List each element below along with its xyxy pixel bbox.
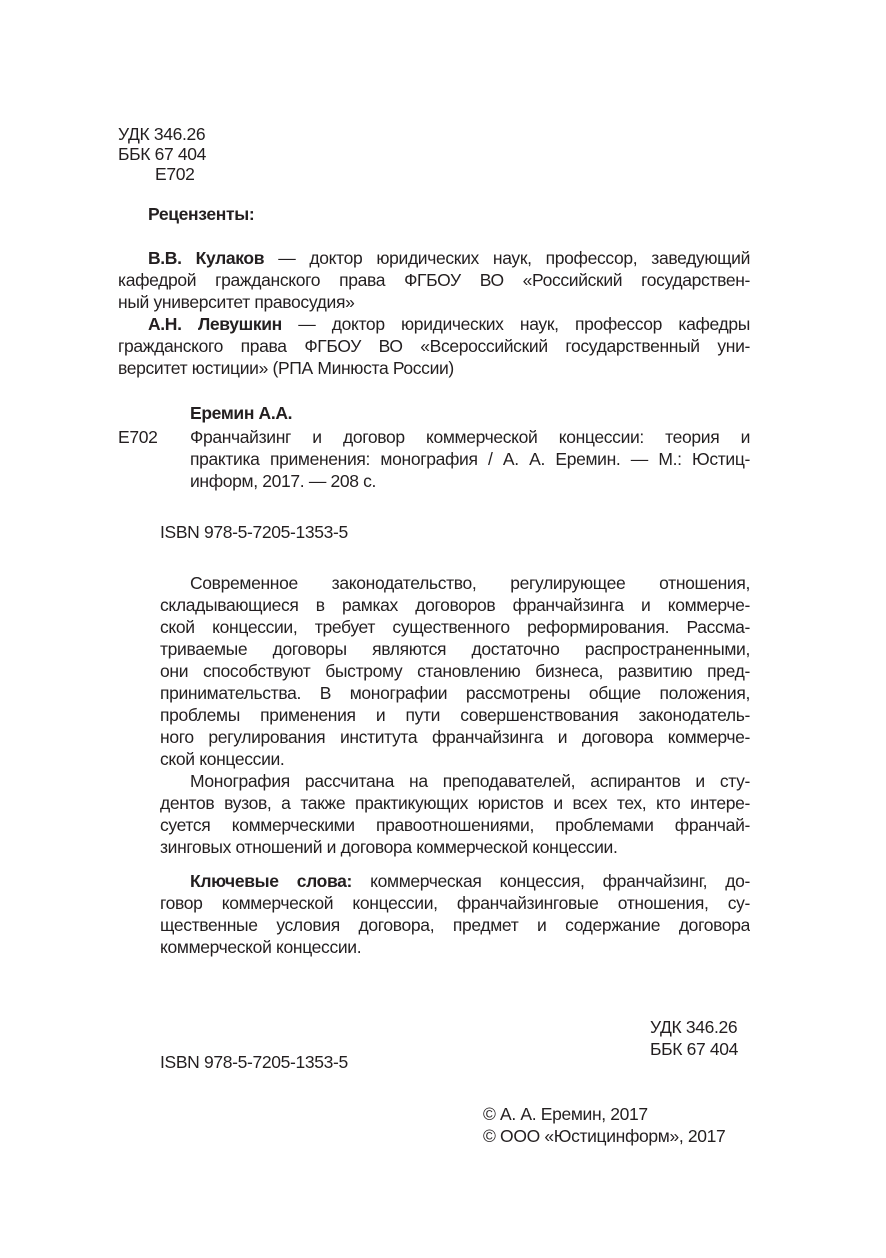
text-line: Современное законодательство, регулирующее отношения, (190, 573, 750, 593)
text-line: кафедрой гражданского права ФГБОУ ВО «Российский государствен- (118, 270, 750, 290)
text-line: дентов вузов, а также практикующих юристов и всех тех, кто интере- (160, 793, 750, 813)
copyright-author: © А. А. Еремин, 2017 (483, 1104, 648, 1124)
bib-author: Еремин А.А. (190, 403, 293, 423)
text-line: говор коммерческой концессии, франчайзинговые отношения, су- (160, 893, 750, 913)
keywords-line (190, 871, 750, 892)
text-line: информ, 2017. — 208 с. (190, 471, 377, 491)
text-line: — доктор юридических наук, профессор, заведующий (264, 248, 750, 268)
bib-mark: Е702 (118, 427, 158, 447)
bottom-udk: УДК 346.26 (650, 1017, 738, 1037)
text-line: триваемые договоры являются достаточно распространенными, (160, 639, 750, 659)
text-line: складывающиеся в рамках договоров франчайзинга и коммерче- (160, 595, 750, 615)
text-line: верситет юстиции» (РПА Минюста России) (118, 358, 454, 378)
text-line: коммерческой концессии. (160, 937, 362, 957)
text-line: принимательства. В монографии рассмотрены общие положения, (160, 683, 750, 703)
reviewer-2 (148, 314, 750, 335)
text-line: ного регулирования института франчайзинга и договора коммерче- (160, 727, 750, 747)
reviewer-name: В.В. Кулаков (148, 248, 265, 268)
text-line: Монография рассчитана на преподавателей, аспирантов и сту- (190, 771, 750, 791)
text-line: они способствуют быстрому становлению бизнеса, развитию пред- (160, 661, 750, 681)
text-line: гражданского права ФГБОУ ВО «Всероссийский государственный уни- (118, 336, 750, 356)
reviewer-name: А.Н. Левушкин (148, 314, 282, 334)
text-line: — доктор юридических наук, профессор кафедры (281, 314, 750, 334)
text-line: зинговых отношений и договора коммерческой концессии. (160, 837, 618, 857)
text-line: суется коммерческими правоотношениями, проблемами франчай- (160, 815, 750, 835)
text-line: ской концессии, требует существенного реформирования. Рассма- (160, 617, 750, 637)
text-line: ный университет правосудия» (118, 292, 355, 312)
text-line: коммерческая концессия, франчайзинг, до- (352, 871, 750, 891)
bottom-isbn: ISBN 978-5-7205-1353-5 (160, 1052, 348, 1072)
copyright-publisher: © ООО «Юстицинформ», 2017 (483, 1126, 726, 1146)
udk-code: УДК 346.26 (118, 124, 206, 144)
text-line: Франчайзинг и договор коммерческой концессии: теория и (190, 427, 750, 447)
text-line: ской концессии. (160, 749, 285, 769)
text-line: щественные условия договора, предмет и содержание договора (160, 915, 750, 935)
reviewers-heading: Рецензенты: (148, 204, 255, 224)
reviewer-1 (148, 248, 750, 269)
keywords-label: Ключевые слова: (190, 871, 353, 891)
text-line: практика применения: монография / А. А. Еремин. — М.: Юстиц- (190, 449, 750, 469)
author-mark: Е702 (155, 164, 195, 184)
text-line: проблемы применения и пути совершенствования законодатель- (160, 705, 750, 725)
isbn: ISBN 978-5-7205-1353-5 (160, 522, 348, 542)
bottom-bbk: ББК 67 404 (650, 1039, 739, 1059)
bbk-code: ББК 67 404 (118, 144, 207, 164)
